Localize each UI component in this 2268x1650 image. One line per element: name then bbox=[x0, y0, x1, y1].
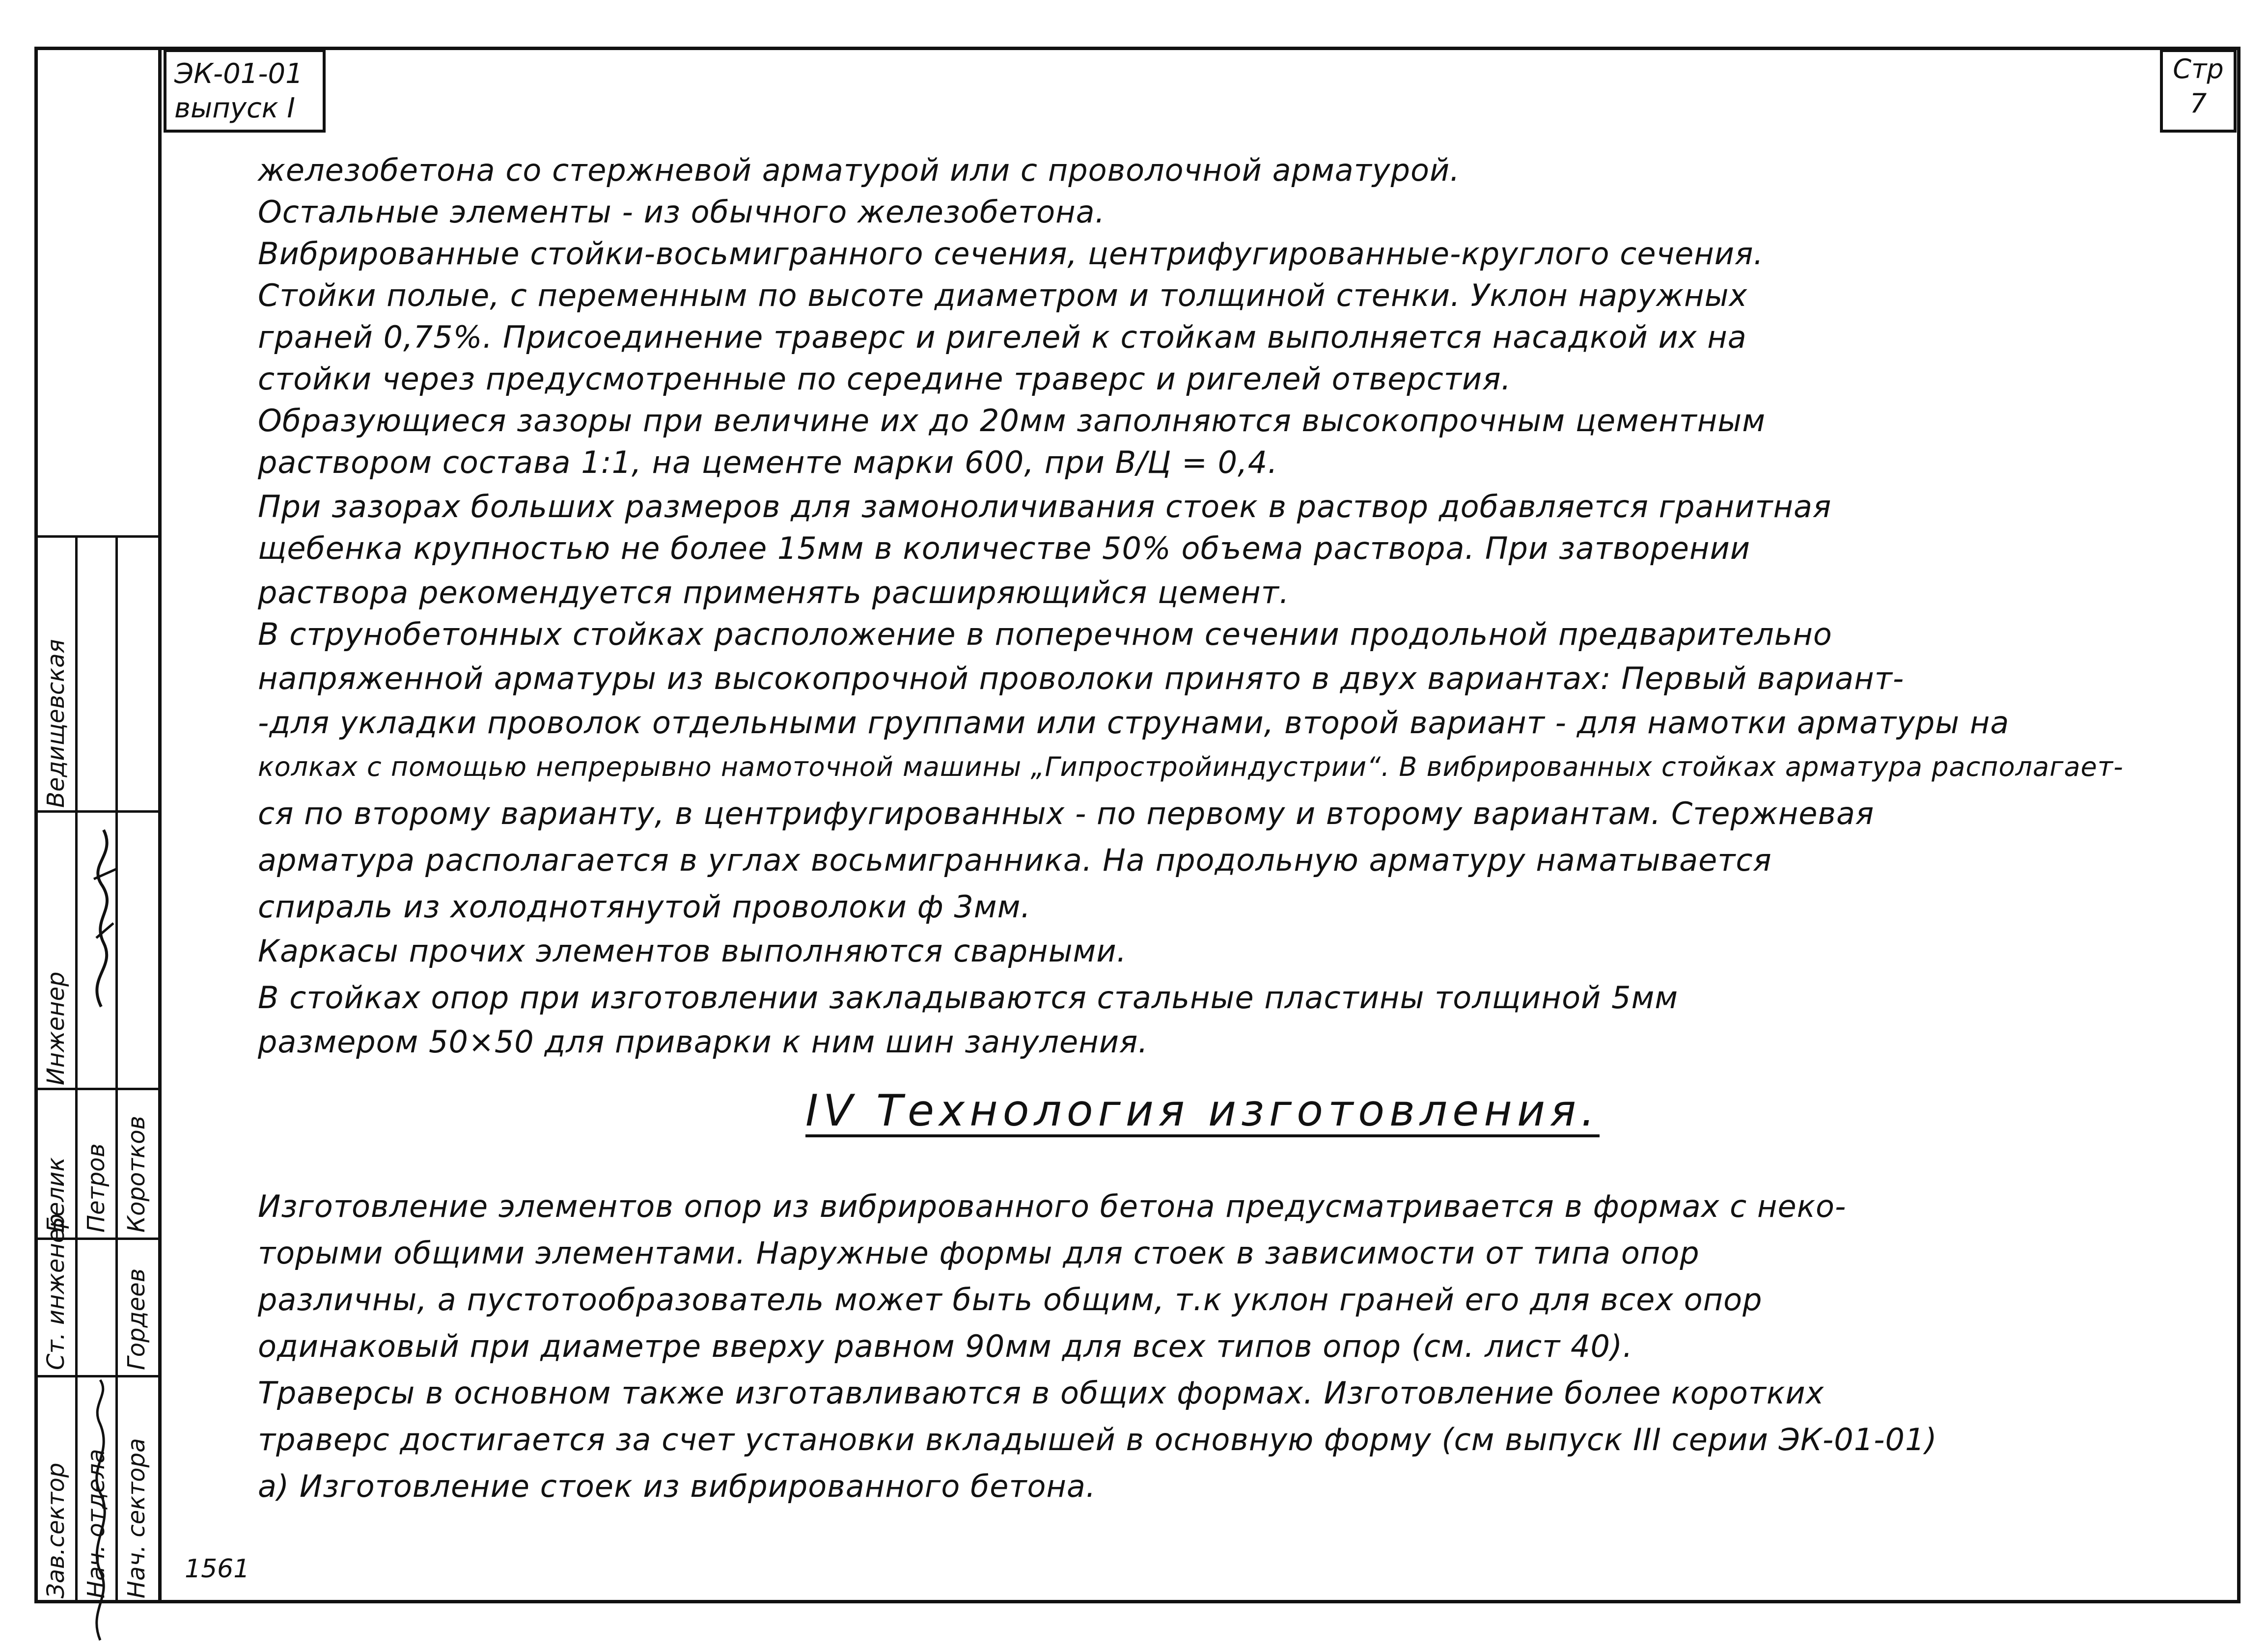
body-line: спираль из холоднотянутой проволоки ф 3мм. bbox=[258, 889, 1031, 925]
name-vedishchevskaya: Ведищевская bbox=[42, 639, 70, 808]
body-line: Образующиеся зазоры при величине их до 20мм заполняются высокопрочным цементным bbox=[258, 403, 1766, 439]
section-line: а) Изготовление стоек из вибрированного бетона. bbox=[258, 1468, 1096, 1504]
body-line: колках с помощью непрерывно намоточной машины „Гипростройиндустрии“. В вибрированных стойках арматура располагает- bbox=[258, 751, 2124, 782]
name-petrov: Петров bbox=[83, 1143, 110, 1233]
section-line: одинаковый при диаметре вверху равном 90мм для всех типов опор (см. лист 40). bbox=[258, 1328, 1633, 1364]
section-line: Траверсы в основном также изготавливаются в общих формах. Изготовление более коротких bbox=[258, 1375, 1825, 1411]
body-line: Вибрированные стойки-восьмигранного сечения, центрифугированные-круглого сечения. bbox=[258, 236, 1764, 272]
body-line: щебенка крупностью не более 15мм в количестве 50% объема раствора. При затворении bbox=[258, 530, 1751, 566]
name-belik: Белик bbox=[42, 1157, 70, 1233]
signature-divider bbox=[37, 535, 158, 538]
frame-margin-line bbox=[158, 47, 162, 1603]
body-line: размером 50×50 для приварки к ним шин зануления. bbox=[258, 1024, 1149, 1060]
document-code: ЭК-01-01 bbox=[174, 58, 303, 90]
sheet-number: 1561 bbox=[185, 1554, 250, 1584]
section-line: Изготовление элементов опор из вибрированного бетона предусматривается в формах с неко- bbox=[258, 1188, 1847, 1224]
signature-block bbox=[37, 535, 158, 1601]
section-line: торыми общими элементами. Наружные формы для стоек в зависимости от типа опор bbox=[258, 1235, 1700, 1271]
body-line: При зазорах больших размеров для замоноличивания стоек в раствор добавляется гранитная bbox=[258, 489, 1832, 524]
handwritten-signature bbox=[81, 1375, 120, 1650]
document-code-stamp bbox=[164, 49, 326, 133]
role-inzhener: Инженер bbox=[42, 971, 70, 1085]
body-line: граней 0,75%. Присоединение траверс и ригелей к стойкам выполняется насадкой их на bbox=[258, 319, 1747, 355]
section-line: различны, а пустотообразователь может быть общим, т.к уклон граней его для всех опор bbox=[258, 1282, 1763, 1318]
name-gordeev: Гордеев bbox=[123, 1268, 150, 1370]
page-label: Стр bbox=[2173, 54, 2224, 84]
body-line: -для укладки проволок отдельными группами или струнами, второй вариант - для намотки арматуры на bbox=[258, 705, 2010, 741]
body-line: раствором состава 1:1, на цементе марки 600, при В/Ц = 0,4. bbox=[258, 444, 1278, 480]
page-number: 7 bbox=[2189, 88, 2207, 119]
section-line: траверс достигается за счет установки вкладышей в основную форму (см выпуск III серии ЭК-01-01) bbox=[258, 1422, 1937, 1458]
name-korotkov: Коротков bbox=[123, 1116, 150, 1233]
body-line: В стойках опор при изготовлении закладываются стальные пластины толщиной 5мм bbox=[258, 980, 1679, 1016]
signature-divider bbox=[37, 1088, 158, 1090]
body-line: Каркасы прочих элементов выполняются сварными. bbox=[258, 933, 1127, 969]
body-line: Стойки полые, с переменным по высоте диаметром и толщиной стенки. Уклон наружных bbox=[258, 277, 1748, 313]
section-heading: IV Технология изготовления. bbox=[805, 1085, 1600, 1136]
body-line: напряженной арматуры из высокопрочной проволоки принято в двух вариантах: Первый вариант- bbox=[258, 660, 1905, 696]
role-nach-otdela: Нач. отдела bbox=[83, 1449, 110, 1598]
handwritten-signature bbox=[82, 810, 126, 1017]
page-number-box bbox=[2160, 49, 2237, 133]
document-issue: выпуск I bbox=[174, 92, 295, 124]
body-line: арматура располагается в углах восьмигранника. На продольную арматуру наматывается bbox=[258, 842, 1772, 878]
body-line: железобетона со стержневой арматурой или с проволочной арматурой. bbox=[258, 152, 1460, 188]
body-line: В струнобетонных стойках расположение в поперечном сечении продольной предварительно bbox=[258, 616, 1832, 652]
role-zav-sector: Зав.сектор bbox=[42, 1462, 70, 1598]
role-st-inzhener: Ст. инженер bbox=[42, 1213, 70, 1370]
body-line: стойки через предусмотренные по середине траверс и ригелей отверстия. bbox=[258, 361, 1512, 397]
role-nach-sektora: Нач. сектора bbox=[123, 1438, 150, 1598]
body-line: раствора рекомендуется применять расширяющийся цемент. bbox=[258, 575, 1290, 610]
body-line: Остальные элементы - из обычного железобетона. bbox=[258, 194, 1106, 230]
body-line: ся по второму варианту, в центрифугированных - по первому и второму вариантам. Стержневая bbox=[258, 796, 1875, 831]
